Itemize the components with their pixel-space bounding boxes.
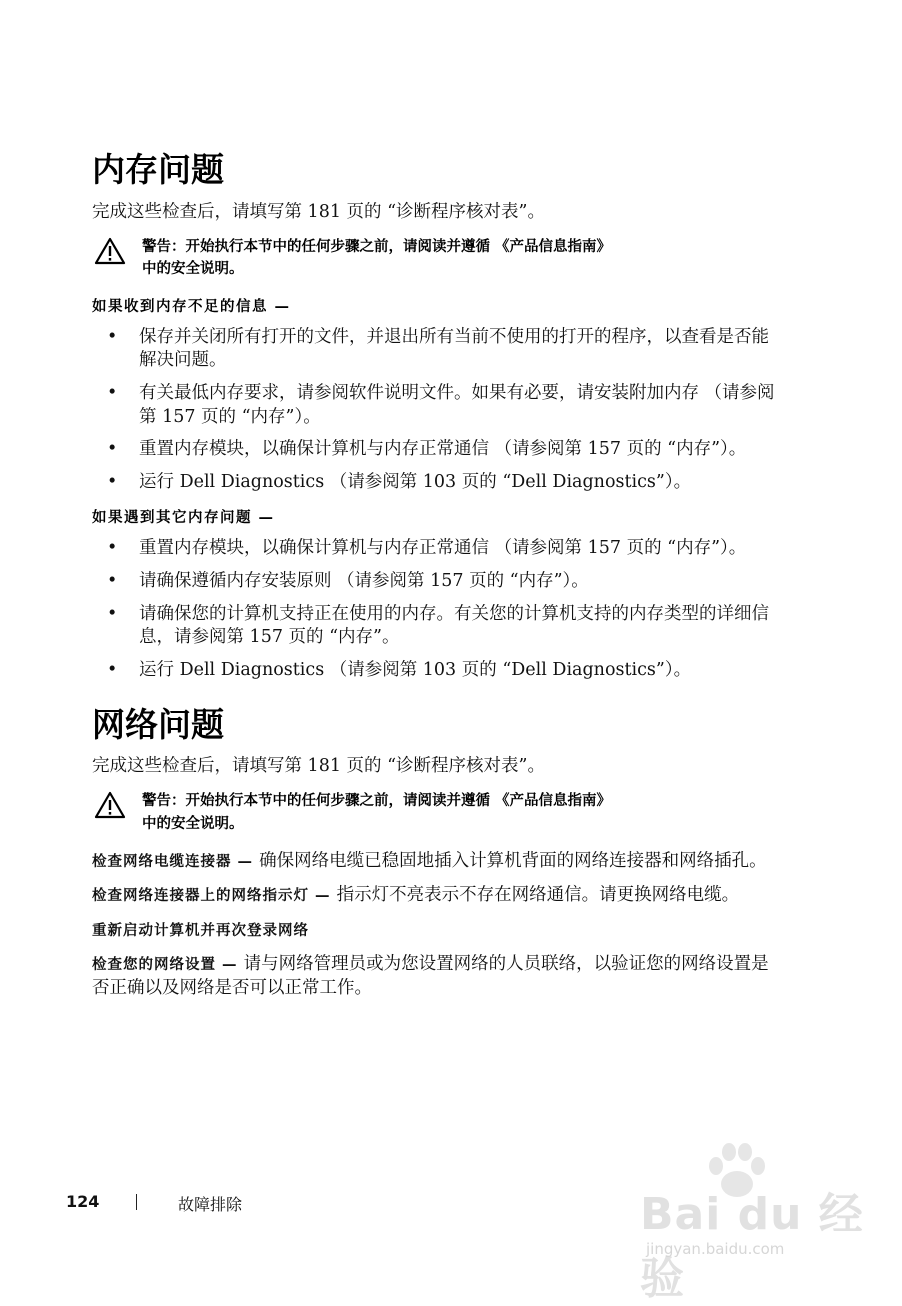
restart-and-login: [92, 918, 782, 942]
page-content: [92, 142, 782, 1010]
baidu-watermark: [640, 1140, 870, 1304]
list-item: • 运行 Dell Diagnostics （请参阅第 103 页的 “Dell Diagnostics”）。: [92, 471, 782, 495]
memory-section-title: 内存问题: [92, 150, 224, 189]
memory-warning: [92, 236, 782, 281]
page-number: 124: [66, 1192, 100, 1211]
list-item: • 重置内存模块，以确保计算机与内存正常通信 （请参阅第 157 页的 “内存”）。: [92, 438, 782, 462]
watermark-url: jingyan.baidu.com: [646, 1240, 785, 1258]
bullet-icon: •: [107, 659, 118, 680]
list-item: • 运行 Dell Diagnostics （请参阅第 103 页的 “Dell Diagnostics”）。: [92, 659, 782, 683]
check-lead: 重新启动计算机并再次登录网络: [92, 922, 309, 939]
check-lead: 检查网络连接器上的网络指示灯 —: [92, 888, 337, 905]
list-item: • 有关最低内存要求，请参阅软件说明文件。如果有必要，请安装附加内存 （请参阅第 157 页的 “内存”）。: [107, 382, 775, 427]
list-item: • 重置内存模块，以确保计算机与内存正常通信 （请参阅第 157 页的 “内存”）。: [92, 537, 782, 561]
bullet-icon: •: [107, 603, 118, 624]
network-section-title: 网络问题: [92, 704, 224, 744]
insufficient-memory-heading: 如果收到内存不足的信息 —: [92, 298, 291, 315]
other-memory-problems-heading: 如果遇到其它内存问题 —: [92, 510, 275, 527]
bullet-icon: •: [107, 471, 118, 492]
check-network-cable: [92, 849, 782, 873]
bullet-icon: •: [107, 382, 118, 403]
check-lead: 检查您的网络设置 —: [92, 956, 244, 973]
warning-triangle-icon: [94, 791, 126, 819]
check-text: 请与网络管理员或为您设置网络的人员联络，以验证您的网络设置是否正确以及网络是否可以正常工作。: [92, 953, 769, 998]
warning-line-1: 警告：开始执行本节中的任何步骤之前，请阅读并遵循 《产品信息指南》: [142, 793, 612, 810]
other-memory-problems-list: [92, 537, 782, 682]
network-warning: [92, 790, 782, 835]
bullet-icon: •: [107, 326, 118, 347]
bullet-icon: •: [107, 571, 118, 592]
warning-line-2: 中的安全说明。: [142, 261, 244, 278]
check-lead: 检查网络电缆连接器 —: [92, 854, 260, 871]
warning-line-2: 中的安全说明。: [142, 815, 244, 832]
memory-intro: 完成这些检查后，请填写第 181 页的 “诊断程序核对表”。: [92, 201, 545, 222]
check-network-settings: [92, 952, 782, 1000]
list-item: • 请确保遵循内存安装原则 （请参阅第 157 页的 “内存”）。: [92, 570, 782, 594]
list-item: • 保存并关闭所有打开的文件，并退出所有当前不使用的打开的程序，以查看是否能解决问题。: [107, 326, 769, 371]
check-text: 指示灯不亮表示不存在网络通信。请更换网络电缆。: [336, 885, 740, 906]
footer-section-title: 故障排除: [178, 1195, 243, 1214]
page-footer: [66, 1192, 466, 1216]
footer-divider: [136, 1194, 137, 1210]
warning-line-1: 警告：开始执行本节中的任何步骤之前，请阅读并遵循 《产品信息指南》: [142, 238, 612, 255]
check-text: 确保网络电缆已稳固地插入计算机背面的网络连接器和网络插孔。: [259, 851, 767, 872]
bullet-icon: •: [107, 439, 118, 460]
warning-text: [142, 236, 782, 281]
warning-triangle-icon: [94, 237, 126, 265]
bullet-icon: •: [107, 538, 118, 559]
warning-text: [142, 790, 782, 835]
list-item: • 请确保您的计算机支持正在使用的内存。有关您的计算机支持的内存类型的详细信息，请参阅第 157 页的 “内存”。: [107, 603, 769, 648]
watermark-logo: Bai du 经验: [640, 1189, 864, 1304]
network-intro: 完成这些检查后，请填写第 181 页的 “诊断程序核对表”。: [92, 756, 545, 777]
insufficient-memory-list: [92, 326, 782, 495]
check-network-light: [92, 883, 782, 907]
